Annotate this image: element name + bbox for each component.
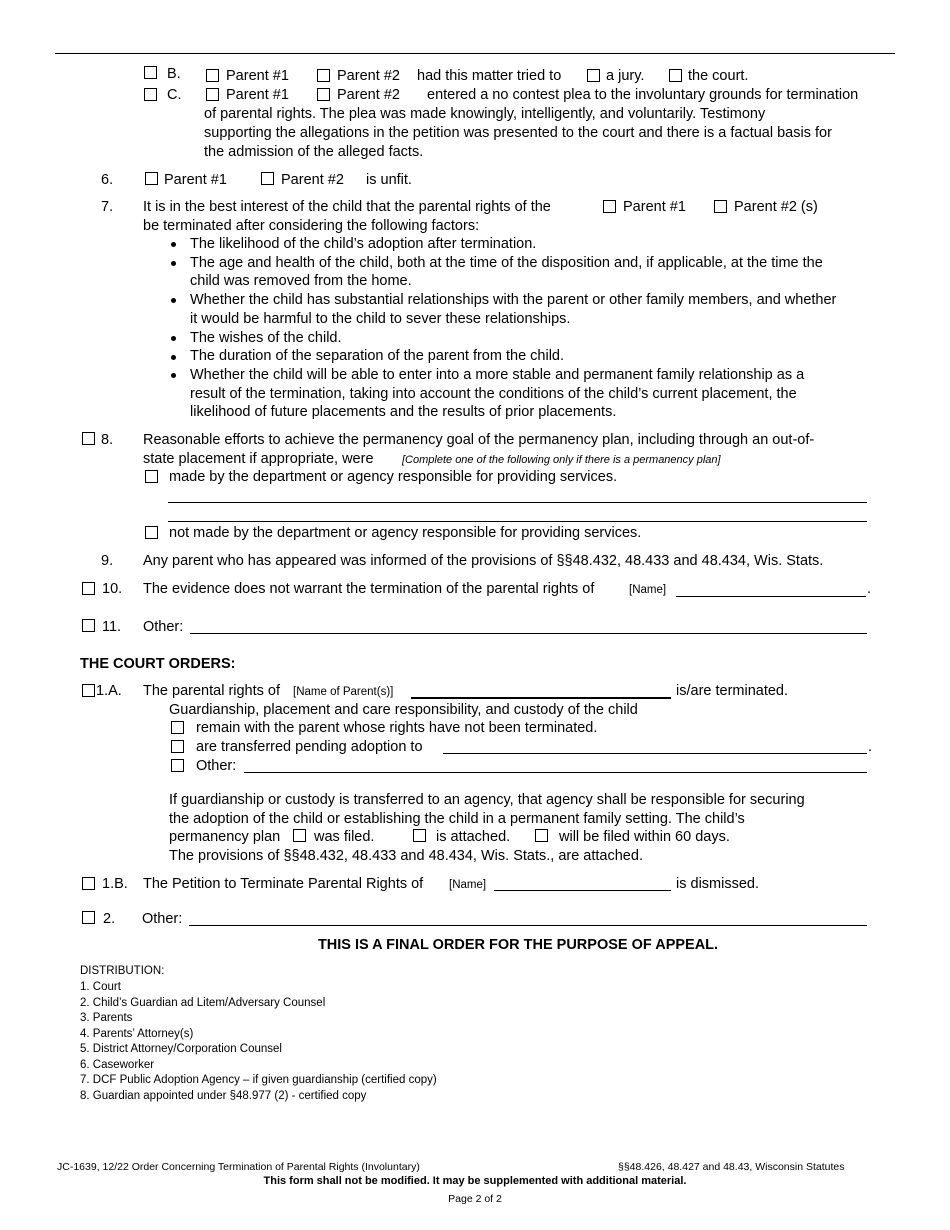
order1b-number: 1.B. <box>102 876 128 892</box>
distribution-heading: DISTRIBUTION: <box>80 965 165 977</box>
order2-other-label: Other: <box>142 911 183 927</box>
top-rule <box>55 53 895 54</box>
item8-text-line1: Reasonable efforts to achieve the permanency goal of the permanency plan, including through an out-of- <box>143 432 815 448</box>
checkbox-row-c[interactable] <box>144 88 157 101</box>
checkbox-b-jury[interactable] <box>587 69 600 82</box>
checkbox-row-b[interactable] <box>144 66 157 79</box>
factor-text: Whether the child will be able to enter into a more stable and permanent family relationship as a <box>190 367 805 383</box>
checkbox-c-parent2[interactable] <box>317 88 330 101</box>
order1b-name-field[interactable] <box>494 890 671 891</box>
item7-text-line1: It is in the best interest of the child that the parental rights of the <box>143 199 551 215</box>
checkbox-order-2[interactable] <box>82 911 95 924</box>
order1a-agency-line2: the adoption of the child or establishing the child in a permanent family setting. The child’s <box>169 811 745 827</box>
order1b-name-label: [Name] <box>449 879 487 891</box>
distribution-item: 3. Parents <box>80 1012 133 1024</box>
bullet <box>171 373 176 378</box>
footer-notice: This form shall not be modified. It may be supplemented with additional material. <box>263 1175 687 1187</box>
checkbox-1a-other[interactable] <box>171 759 184 772</box>
checkbox-item8[interactable] <box>82 432 95 445</box>
item7-parent2-label: Parent #2 (s) <box>734 199 818 215</box>
checkbox-6-parent2[interactable] <box>261 172 274 185</box>
order1b-text: The Petition to Terminate Parental Rights of <box>143 876 424 892</box>
distribution-item: 1. Court <box>80 981 121 993</box>
b-jury-label: a jury. <box>606 68 645 84</box>
distribution-item: 8. Guardian appointed under §48.977 (2) - certified copy <box>80 1090 367 1102</box>
c-parent1-label: Parent #1 <box>226 87 289 103</box>
order1a-period: . <box>868 739 873 755</box>
item11-other-label: Other: <box>143 619 184 635</box>
item8-made-label: made by the department or agency responsible for providing services. <box>169 469 618 485</box>
bullet <box>171 336 176 341</box>
plan-attached-label: is attached. <box>436 829 511 845</box>
item10-name-label: [Name] <box>629 584 667 596</box>
item7-parent1-label: Parent #1 <box>623 199 686 215</box>
order1b-end: is dismissed. <box>676 876 759 892</box>
checkbox-order-1a[interactable] <box>82 684 95 697</box>
checkbox-7-parent2[interactable] <box>714 200 727 213</box>
checkbox-plan-filed[interactable] <box>293 829 306 842</box>
factor-text: it would be harmful to the child to sever these relationships. <box>190 311 571 327</box>
item10-name-field[interactable] <box>676 596 866 597</box>
row-b-letter: B. <box>167 66 181 82</box>
item10-text: The evidence does not warrant the termination of the parental rights of <box>143 581 595 597</box>
bullet <box>171 242 176 247</box>
footer-statutes: §§48.426, 48.427 and 48.43, Wisconsin Statutes <box>618 1161 845 1173</box>
checkbox-8-made[interactable] <box>145 470 158 483</box>
bullet <box>171 355 176 360</box>
final-order-notice: THIS IS A FINAL ORDER FOR THE PURPOSE OF APPEAL. <box>317 937 719 953</box>
factor-text: likelihood of future placements and the results of prior placements. <box>190 404 617 420</box>
checkbox-item10[interactable] <box>82 582 95 595</box>
order1a-plan-label: permanency plan <box>169 829 281 845</box>
order1a-other-field[interactable] <box>244 772 867 773</box>
form-id: JC-1639, 12/22 Order Concerning Termination of Parental Rights (Involuntary) <box>57 1161 420 1173</box>
item6-text: is unfit. <box>366 172 412 188</box>
b-court-label: the court. <box>688 68 749 84</box>
b-parent1-label: Parent #1 <box>226 68 289 84</box>
plan-will-be-filed-label: will be filed within 60 days. <box>559 829 730 845</box>
checkbox-6-parent1[interactable] <box>145 172 158 185</box>
order1a-end: is/are terminated. <box>676 683 789 699</box>
page-number: Page 2 of 2 <box>448 1193 502 1205</box>
c-text-line1: entered a no contest plea to the involuntary grounds for termination <box>427 87 859 103</box>
checkbox-b-court[interactable] <box>669 69 682 82</box>
factor-text: The wishes of the child. <box>190 330 342 346</box>
c-text-line2: of parental rights. The plea was made knowingly, intelligently, and voluntarily. Testimony <box>204 106 766 122</box>
factor-text: The duration of the separation of the parent from the child. <box>190 348 565 364</box>
factor-text: Whether the child has substantial relationships with the parent or other family members, and whether <box>190 292 837 308</box>
item9-text: Any parent who has appeared was informed of the provisions of §§48.432, 48.433 and 48.434, Wis. Stats. <box>143 553 824 569</box>
item10-period: . <box>867 581 872 597</box>
distribution-item: 6. Caseworker <box>80 1059 155 1071</box>
b-parent2-label: Parent #2 <box>337 68 400 84</box>
factor-text: result of the termination, taking into account the conditions of the child’s current placement, the <box>190 386 797 402</box>
c-parent2-label: Parent #2 <box>337 87 400 103</box>
item6-parent2-label: Parent #2 <box>281 172 344 188</box>
checkbox-b-parent2[interactable] <box>317 69 330 82</box>
item8-not-made-label: not made by the department or agency responsible for providing services. <box>169 525 642 541</box>
order1a-provisions: The provisions of §§48.432, 48.433 and 48.434, Wis. Stats., are attached. <box>169 848 643 864</box>
bullet <box>171 298 176 303</box>
checkbox-8-not-made[interactable] <box>145 526 158 539</box>
item8-explanation-line[interactable] <box>168 502 867 503</box>
item10-number: 10. <box>102 581 123 597</box>
order1a-adoption-field[interactable] <box>443 753 867 754</box>
c-text-line3: supporting the allegations in the petition was presented to the court and there is a factual basis for <box>204 125 832 141</box>
item7-text-line2: be terminated after considering the following factors: <box>143 218 480 234</box>
order1a-agency-line1: If guardianship or custody is transferred to an agency, that agency shall be responsible for securing <box>169 792 805 808</box>
factor-text: The likelihood of the child’s adoption after termination. <box>190 236 537 252</box>
item11-other-field[interactable] <box>190 633 867 634</box>
checkbox-plan-will-be-filed[interactable] <box>535 829 548 842</box>
checkbox-7-parent1[interactable] <box>603 200 616 213</box>
checkbox-item11[interactable] <box>82 619 95 632</box>
factor-text: The age and health of the child, both at the time of the disposition and, if applicable, at the time the <box>190 255 823 271</box>
order1a-remain-label: remain with the parent whose rights have not been terminated. <box>196 720 598 736</box>
plan-filed-label: was filed. <box>314 829 375 845</box>
bullet <box>171 261 176 266</box>
checkbox-1a-remain[interactable] <box>171 721 184 734</box>
court-orders-heading: THE COURT ORDERS: <box>80 656 236 672</box>
item11-number: 11. <box>102 619 122 635</box>
distribution-item: 7. DCF Public Adoption Agency – if given guardianship (certified copy) <box>80 1074 437 1086</box>
distribution-item: 4. Parents’ Attorney(s) <box>80 1028 194 1040</box>
item8-explanation-line[interactable] <box>168 521 867 522</box>
item7-number: 7. <box>101 199 114 215</box>
item6-parent1-label: Parent #1 <box>164 172 227 188</box>
item9-number: 9. <box>101 553 114 569</box>
distribution-item: 2. Child’s Guardian ad Litem/Adversary Counsel <box>80 997 326 1009</box>
checkbox-order-1b[interactable] <box>82 877 95 890</box>
order1a-text: The parental rights of <box>143 683 281 699</box>
order2-number: 2. <box>103 911 116 927</box>
order1a-other-label: Other: <box>196 758 237 774</box>
factor-text: child was removed from the home. <box>190 273 412 289</box>
order1a-number: 1.A. <box>96 683 122 699</box>
order1a-name-field[interactable] <box>411 697 671 699</box>
order1a-transferred-label: are transferred pending adoption to <box>196 739 423 755</box>
item6-number: 6. <box>101 172 114 188</box>
item8-note: [Complete one of the following only if there is a permanency plan] <box>402 454 721 466</box>
checkbox-plan-attached[interactable] <box>413 829 426 842</box>
b-tried-text: had this matter tried to <box>417 68 562 84</box>
checkbox-1a-transferred[interactable] <box>171 740 184 753</box>
distribution-item: 5. District Attorney/Corporation Counsel <box>80 1043 282 1055</box>
item8-number: 8. <box>101 432 114 448</box>
checkbox-c-parent1[interactable] <box>206 88 219 101</box>
item8-text-line2: state placement if appropriate, were <box>143 451 374 467</box>
order1a-name-label: [Name of Parent(s)] <box>293 686 394 698</box>
order2-other-field[interactable] <box>189 925 867 926</box>
order1a-guardianship: Guardianship, placement and care responsibility, and custody of the child <box>169 702 638 718</box>
checkbox-b-parent1[interactable] <box>206 69 219 82</box>
c-text-line4: the admission of the alleged facts. <box>204 144 424 160</box>
row-c-letter: C. <box>167 87 182 103</box>
